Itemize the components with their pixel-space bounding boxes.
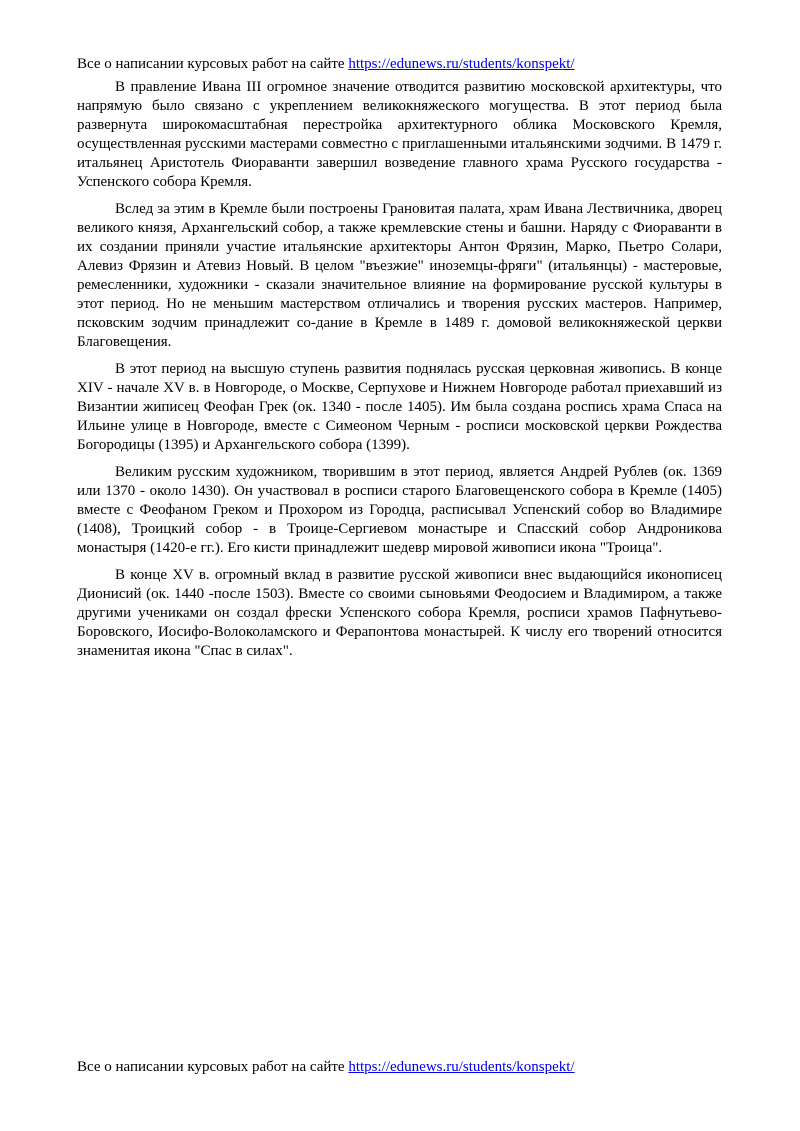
paragraph-4: Великим русским художником, творившим в этот период, является Андрей Рублев (ок. 1369 или 1370 - около 1430). Он участвовал в росписи старого Благовещенского собора в Кремле (1405) вместе с Феофаном Греком и Прохором из Городца, расписывал Успенский собор во Владимире (1408), Троицкий собор - в Троице-Сергиевом монастыре и Спасский собор Андроникова монастыря (1420-е гг.). Его кисти принадлежит шедевр мировой живописи икона "Троица". (77, 464, 722, 556)
page-header (77, 55, 575, 74)
paragraph-1: В правление Ивана III огромное значение отводится развитию московской архитектуры, что напрямую было связано с укреплением великокняжеского могущества. В этот период была развернута широкомасштабная перестройка архитектурного облика Московского Кремля, осуществленная русскими мастерами совместно с приглашенными итальянскими зодчими. В 1479 г. итальянец Аристотель Фиораванти завершил возведение главного храма Русского государства - Успенского собора Кремля. (77, 79, 722, 190)
header-text: Все о написании курсовых работ на сайте (77, 56, 349, 72)
header-link[interactable]: https://edunews.ru/students/konspekt/ (348, 56, 575, 72)
footer-text: Все о написании курсовых работ на сайте (77, 1059, 349, 1075)
paragraph-5: В конце XV в. огромный вклад в развитие русской живописи внес выдающийся иконописец Дионисий (ок. 1440 -после 1503). Вместе со своими сыновьями Феодосием и Владимиром, а также другими учениками он создал фрески Успенского собора Кремля, росписи храмов Пафнутьево-Боровского, Иосифо-Волоколамского и Ферапонтова монастырей. К числу его творений относится знаменитая икона "Спас в силах". (77, 567, 722, 659)
footer-link[interactable]: https://edunews.ru/students/konspekt/ (348, 1059, 575, 1075)
document-body (77, 78, 722, 669)
page-footer (77, 1058, 575, 1077)
paragraph-2: Вслед за этим в Кремле были построены Грановитая палата, храм Ивана Лествичника, дворец великого князя, Архангельский собор, а также кремлевские стены и башни. Наряду с Фиораванти в их создании приняли участие итальянские архитекторы Антон Фрязин, Марко, Пьетро Солари, Алевиз Фрязин и Атевиз Новый. В целом "въезжие" иноземцы-фряги" (итальянцы) - мастеровые, ремесленники, художники - сказали значительное влияние на формирование русской культуры в этот период. Но не меньшим мастерством отличались и творения русских мастеров. Например, псковским зодчим принадлежит со-дание в Кремле в 1489 г. домовой великокняжеской церкви Благовещения. (77, 201, 722, 350)
paragraph-3: В этот период на высшую ступень развития поднялась русская церковная живопись. В конце XIV - начале XV в. в Новгороде, о Москве, Серпухове и Нижнем Новгороде работал приехавший из Византии жиписец Феофан Грек (ок. 1340 - после 1405). Им была создана роспись храма Спаса на Ильине улице в Новгороде, вместе с Симеоном Черным - росписи московской церкви Рождества Богородицы (1395) и Архангельского собора (1399). (77, 361, 722, 453)
